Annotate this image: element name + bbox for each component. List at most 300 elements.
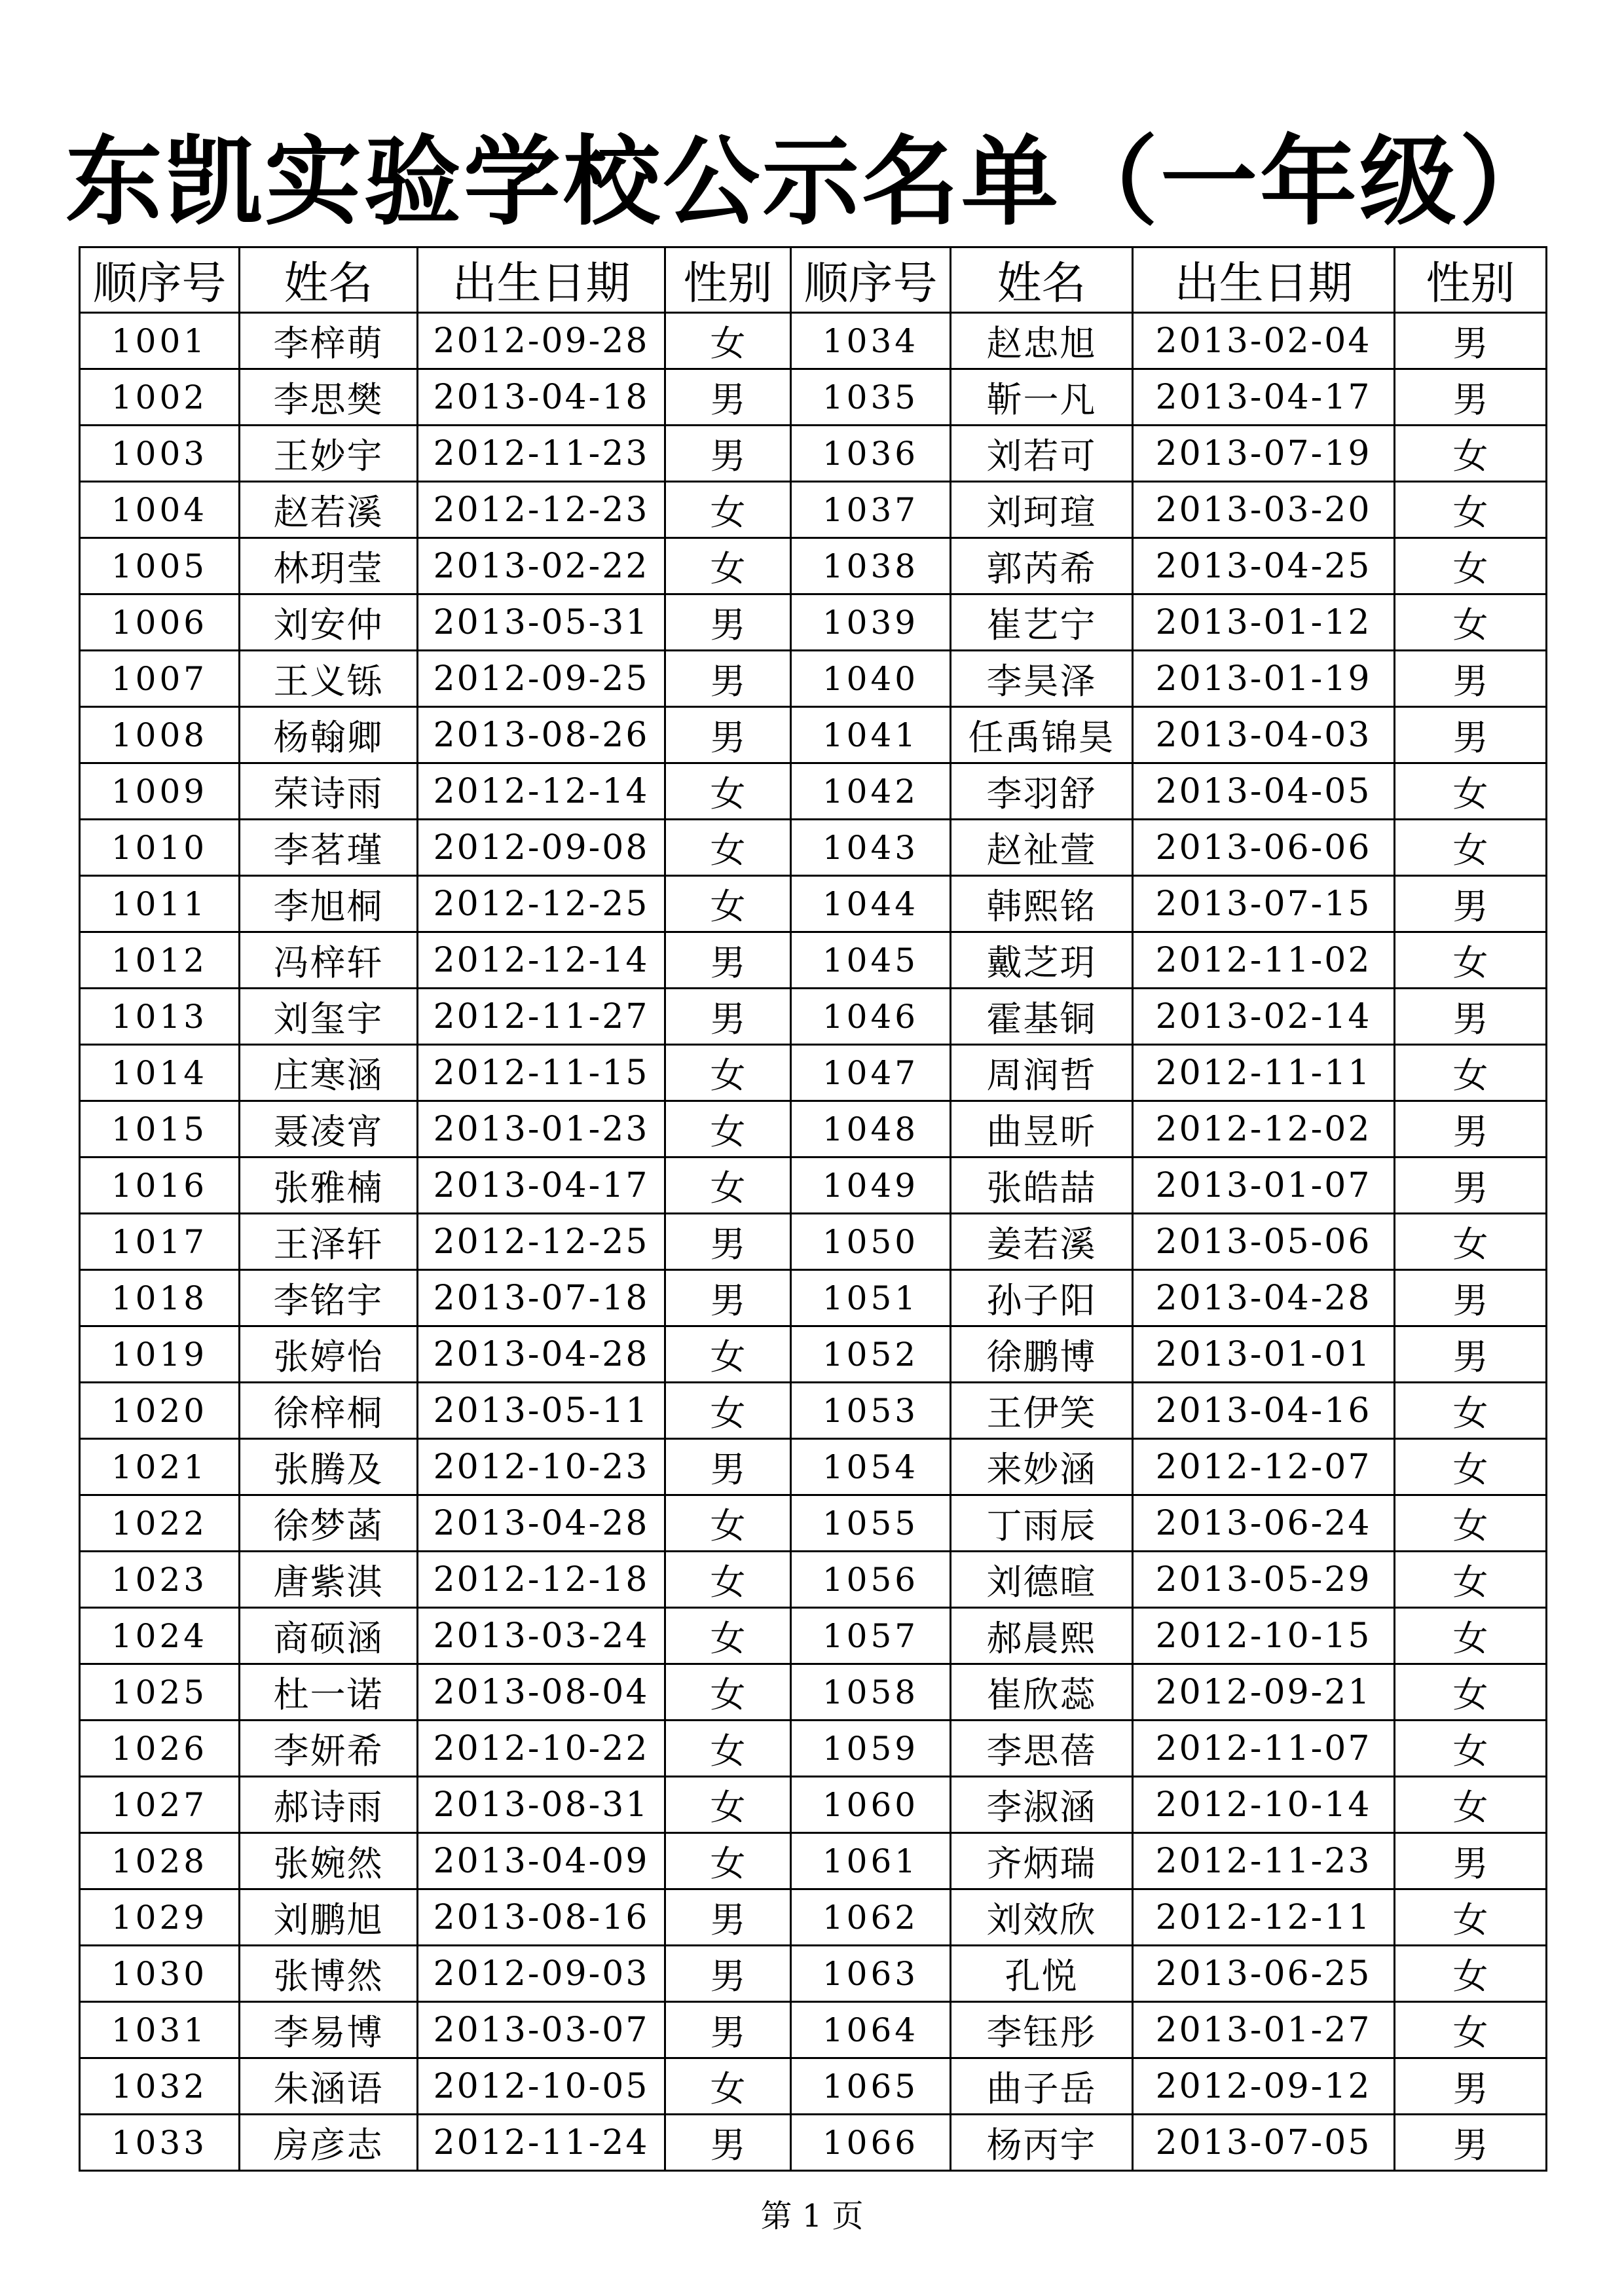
student-gender: 女 <box>665 1383 791 1439</box>
student-number: 1063 <box>791 1946 951 2002</box>
student-number: 1032 <box>80 2058 240 2115</box>
student-number: 1046 <box>791 989 951 1045</box>
student-name: 任禹锦昊 <box>951 707 1133 763</box>
student-name: 唐紫淇 <box>240 1552 418 1608</box>
student-gender: 女 <box>665 1721 791 1777</box>
student-gender: 男 <box>1395 707 1547 763</box>
student-birthdate: 2013-04-25 <box>1133 538 1395 594</box>
student-birthdate: 2012-09-21 <box>1133 1664 1395 1721</box>
student-name: 张博然 <box>240 1946 418 2002</box>
student-gender: 男 <box>665 369 791 426</box>
student-name: 李旭桐 <box>240 876 418 932</box>
student-name: 来妙涵 <box>951 1439 1133 1495</box>
student-number: 1031 <box>80 2002 240 2058</box>
student-number: 1056 <box>791 1552 951 1608</box>
student-name: 徐梓桐 <box>240 1383 418 1439</box>
header-birthdate: 出生日期 <box>418 247 665 313</box>
header-name: 姓名 <box>240 247 418 313</box>
student-birthdate: 2012-12-25 <box>418 876 665 932</box>
student-birthdate: 2012-12-14 <box>418 763 665 820</box>
student-birthdate: 2013-05-06 <box>1133 1214 1395 1270</box>
student-number: 1041 <box>791 707 951 763</box>
student-gender: 女 <box>1395 2002 1547 2058</box>
student-birthdate: 2012-09-12 <box>1133 2058 1395 2115</box>
student-gender: 女 <box>1395 426 1547 482</box>
student-name: 戴芝玥 <box>951 932 1133 989</box>
student-birthdate: 2012-10-05 <box>418 2058 665 2115</box>
student-gender: 女 <box>1395 1439 1547 1495</box>
student-name: 靳一凡 <box>951 369 1133 426</box>
student-birthdate: 2013-07-15 <box>1133 876 1395 932</box>
student-birthdate: 2013-04-16 <box>1133 1383 1395 1439</box>
student-birthdate: 2013-08-31 <box>418 1777 665 1833</box>
student-number: 1058 <box>791 1664 951 1721</box>
student-number: 1026 <box>80 1721 240 1777</box>
student-gender: 女 <box>665 1608 791 1664</box>
student-birthdate: 2013-04-17 <box>1133 369 1395 426</box>
table-row <box>80 426 1547 482</box>
student-birthdate: 2013-03-20 <box>1133 482 1395 538</box>
student-roster-table <box>79 246 1547 2172</box>
student-number: 1019 <box>80 1326 240 1383</box>
student-name: 刘鹏旭 <box>240 1889 418 1946</box>
student-birthdate: 2013-03-24 <box>418 1608 665 1664</box>
student-birthdate: 2012-10-23 <box>418 1439 665 1495</box>
table-row <box>80 1664 1547 1721</box>
student-gender: 女 <box>665 482 791 538</box>
student-gender: 男 <box>1395 989 1547 1045</box>
student-number: 1049 <box>791 1157 951 1214</box>
student-birthdate: 2013-05-31 <box>418 594 665 651</box>
student-name: 李茗瑾 <box>240 820 418 876</box>
student-number: 1064 <box>791 2002 951 2058</box>
student-birthdate: 2013-08-16 <box>418 1889 665 1946</box>
student-gender: 女 <box>665 1552 791 1608</box>
student-birthdate: 2013-04-28 <box>418 1326 665 1383</box>
student-gender: 女 <box>665 1664 791 1721</box>
student-number: 1005 <box>80 538 240 594</box>
student-name: 赵若溪 <box>240 482 418 538</box>
student-gender: 女 <box>665 538 791 594</box>
student-number: 1050 <box>791 1214 951 1270</box>
student-gender: 男 <box>665 1439 791 1495</box>
student-name: 徐梦菡 <box>240 1495 418 1552</box>
student-birthdate: 2012-12-02 <box>1133 1101 1395 1157</box>
student-name: 李铭宇 <box>240 1270 418 1326</box>
student-birthdate: 2012-10-15 <box>1133 1608 1395 1664</box>
student-birthdate: 2012-11-07 <box>1133 1721 1395 1777</box>
student-name: 张雅楠 <box>240 1157 418 1214</box>
student-birthdate: 2012-11-27 <box>418 989 665 1045</box>
student-birthdate: 2013-04-09 <box>418 1833 665 1889</box>
student-name: 刘效欣 <box>951 1889 1133 1946</box>
student-birthdate: 2013-07-05 <box>1133 2115 1395 2171</box>
student-number: 1051 <box>791 1270 951 1326</box>
table-row <box>80 1157 1547 1214</box>
student-name: 曲昱昕 <box>951 1101 1133 1157</box>
table-row <box>80 2002 1547 2058</box>
student-number: 1040 <box>791 651 951 707</box>
student-name: 张腾及 <box>240 1439 418 1495</box>
student-birthdate: 2012-12-23 <box>418 482 665 538</box>
table-row <box>80 1270 1547 1326</box>
student-birthdate: 2012-12-07 <box>1133 1439 1395 1495</box>
student-gender: 男 <box>1395 1101 1547 1157</box>
table-row <box>80 1383 1547 1439</box>
student-birthdate: 2013-06-25 <box>1133 1946 1395 2002</box>
student-name: 王妙宇 <box>240 426 418 482</box>
student-number: 1062 <box>791 1889 951 1946</box>
student-gender: 女 <box>665 1777 791 1833</box>
student-gender: 男 <box>665 2002 791 2058</box>
student-name: 林玥莹 <box>240 538 418 594</box>
student-gender: 男 <box>665 1214 791 1270</box>
student-gender: 女 <box>665 1157 791 1214</box>
table-row <box>80 1045 1547 1101</box>
student-name: 徐鹏博 <box>951 1326 1133 1383</box>
student-birthdate: 2013-05-11 <box>418 1383 665 1439</box>
student-gender: 女 <box>1395 482 1547 538</box>
student-name: 赵祉萱 <box>951 820 1133 876</box>
student-number: 1055 <box>791 1495 951 1552</box>
student-name: 张婉然 <box>240 1833 418 1889</box>
header-birthdate: 出生日期 <box>1133 247 1395 313</box>
student-name: 李昊泽 <box>951 651 1133 707</box>
table-row <box>80 1439 1547 1495</box>
student-birthdate: 2013-02-14 <box>1133 989 1395 1045</box>
student-gender: 男 <box>665 651 791 707</box>
student-number: 1039 <box>791 594 951 651</box>
student-gender: 女 <box>1395 820 1547 876</box>
student-birthdate: 2013-02-22 <box>418 538 665 594</box>
student-number: 1054 <box>791 1439 951 1495</box>
student-number: 1012 <box>80 932 240 989</box>
table-row <box>80 651 1547 707</box>
student-gender: 男 <box>665 594 791 651</box>
student-number: 1038 <box>791 538 951 594</box>
student-name: 孔悦 <box>951 1946 1133 2002</box>
student-number: 1047 <box>791 1045 951 1101</box>
student-number: 1018 <box>80 1270 240 1326</box>
header-gender: 性别 <box>1395 247 1547 313</box>
student-number: 1030 <box>80 1946 240 2002</box>
student-number: 1044 <box>791 876 951 932</box>
student-gender: 女 <box>1395 1608 1547 1664</box>
student-gender: 男 <box>1395 1157 1547 1214</box>
student-birthdate: 2012-11-23 <box>1133 1833 1395 1889</box>
student-birthdate: 2012-11-24 <box>418 2115 665 2171</box>
student-gender: 男 <box>1395 1270 1547 1326</box>
student-gender: 女 <box>665 2058 791 2115</box>
student-gender: 女 <box>665 1101 791 1157</box>
student-name: 霍基铜 <box>951 989 1133 1045</box>
student-number: 1008 <box>80 707 240 763</box>
student-name: 姜若溪 <box>951 1214 1133 1270</box>
student-number: 1057 <box>791 1608 951 1664</box>
student-gender: 女 <box>665 763 791 820</box>
student-birthdate: 2012-10-14 <box>1133 1777 1395 1833</box>
student-birthdate: 2012-12-25 <box>418 1214 665 1270</box>
student-birthdate: 2013-07-18 <box>418 1270 665 1326</box>
student-gender: 男 <box>1395 2058 1547 2115</box>
student-name: 王义铄 <box>240 651 418 707</box>
student-number: 1021 <box>80 1439 240 1495</box>
student-name: 崔欣蕊 <box>951 1664 1133 1721</box>
table-row <box>80 1946 1547 2002</box>
student-number: 1045 <box>791 932 951 989</box>
student-birthdate: 2013-04-05 <box>1133 763 1395 820</box>
student-name: 孙子阳 <box>951 1270 1133 1326</box>
student-number: 1006 <box>80 594 240 651</box>
student-name: 李梓萌 <box>240 313 418 369</box>
student-name: 商硕涵 <box>240 1608 418 1664</box>
student-number: 1023 <box>80 1552 240 1608</box>
student-number: 1003 <box>80 426 240 482</box>
student-number: 1016 <box>80 1157 240 1214</box>
student-birthdate: 2013-07-19 <box>1133 426 1395 482</box>
student-number: 1011 <box>80 876 240 932</box>
student-gender: 男 <box>1395 2115 1547 2171</box>
student-number: 1027 <box>80 1777 240 1833</box>
student-birthdate: 2012-11-02 <box>1133 932 1395 989</box>
student-number: 1033 <box>80 2115 240 2171</box>
student-name: 郝诗雨 <box>240 1777 418 1833</box>
student-number: 1052 <box>791 1326 951 1383</box>
student-gender: 女 <box>1395 1721 1547 1777</box>
student-gender: 女 <box>1395 1045 1547 1101</box>
student-number: 1061 <box>791 1833 951 1889</box>
student-birthdate: 2013-05-29 <box>1133 1552 1395 1608</box>
table-row <box>80 876 1547 932</box>
student-gender: 男 <box>1395 1326 1547 1383</box>
student-birthdate: 2012-09-28 <box>418 313 665 369</box>
student-birthdate: 2012-12-14 <box>418 932 665 989</box>
student-number: 1029 <box>80 1889 240 1946</box>
student-name: 崔艺宁 <box>951 594 1133 651</box>
table-row <box>80 1721 1547 1777</box>
header-number: 顺序号 <box>80 247 240 313</box>
student-birthdate: 2012-12-18 <box>418 1552 665 1608</box>
student-number: 1034 <box>791 313 951 369</box>
student-name: 韩熙铭 <box>951 876 1133 932</box>
student-number: 1004 <box>80 482 240 538</box>
student-number: 1001 <box>80 313 240 369</box>
student-gender: 男 <box>1395 1833 1547 1889</box>
student-birthdate: 2013-01-23 <box>418 1101 665 1157</box>
student-name: 李思樊 <box>240 369 418 426</box>
header-number: 顺序号 <box>791 247 951 313</box>
roster-body <box>80 313 1547 2171</box>
student-number: 1025 <box>80 1664 240 1721</box>
student-birthdate: 2013-06-06 <box>1133 820 1395 876</box>
table-row <box>80 820 1547 876</box>
student-gender: 女 <box>1395 1495 1547 1552</box>
student-name: 刘若可 <box>951 426 1133 482</box>
student-birthdate: 2012-11-15 <box>418 1045 665 1101</box>
table-row <box>80 313 1547 369</box>
header-row <box>80 247 1547 313</box>
student-gender: 女 <box>1395 1383 1547 1439</box>
student-birthdate: 2013-04-18 <box>418 369 665 426</box>
student-number: 1036 <box>791 426 951 482</box>
student-gender: 女 <box>665 1326 791 1383</box>
table-row <box>80 538 1547 594</box>
student-number: 1048 <box>791 1101 951 1157</box>
student-number: 1035 <box>791 369 951 426</box>
student-name: 李思蓓 <box>951 1721 1133 1777</box>
student-number: 1014 <box>80 1045 240 1101</box>
student-number: 1013 <box>80 989 240 1045</box>
student-name: 张婷怡 <box>240 1326 418 1383</box>
student-number: 1060 <box>791 1777 951 1833</box>
student-birthdate: 2013-04-28 <box>1133 1270 1395 1326</box>
student-name: 李妍希 <box>240 1721 418 1777</box>
table-row <box>80 1777 1547 1833</box>
table-row <box>80 1552 1547 1608</box>
student-birthdate: 2013-08-26 <box>418 707 665 763</box>
table-row <box>80 1326 1547 1383</box>
student-number: 1024 <box>80 1608 240 1664</box>
student-gender: 男 <box>665 2115 791 2171</box>
student-name: 李钰彤 <box>951 2002 1133 2058</box>
student-gender: 女 <box>665 1833 791 1889</box>
student-name: 郭芮希 <box>951 538 1133 594</box>
student-number: 1053 <box>791 1383 951 1439</box>
student-gender: 男 <box>1395 369 1547 426</box>
student-gender: 女 <box>665 876 791 932</box>
student-birthdate: 2013-01-27 <box>1133 2002 1395 2058</box>
student-name: 张皓喆 <box>951 1157 1133 1214</box>
student-name: 刘德暄 <box>951 1552 1133 1608</box>
student-name: 庄寒涵 <box>240 1045 418 1101</box>
student-gender: 女 <box>665 820 791 876</box>
table-row <box>80 1608 1547 1664</box>
table-row <box>80 594 1547 651</box>
student-gender: 女 <box>1395 1889 1547 1946</box>
student-name: 朱涵语 <box>240 2058 418 2115</box>
student-gender: 女 <box>665 1495 791 1552</box>
student-birthdate: 2012-09-25 <box>418 651 665 707</box>
student-gender: 男 <box>665 707 791 763</box>
student-gender: 女 <box>665 313 791 369</box>
student-gender: 女 <box>1395 538 1547 594</box>
student-gender: 男 <box>665 1270 791 1326</box>
student-gender: 女 <box>1395 1777 1547 1833</box>
table-row <box>80 482 1547 538</box>
student-number: 1066 <box>791 2115 951 2171</box>
student-birthdate: 2013-02-04 <box>1133 313 1395 369</box>
student-gender: 女 <box>1395 1664 1547 1721</box>
student-birthdate: 2013-04-03 <box>1133 707 1395 763</box>
student-gender: 女 <box>1395 1946 1547 2002</box>
student-birthdate: 2012-10-22 <box>418 1721 665 1777</box>
student-gender: 男 <box>665 426 791 482</box>
student-birthdate: 2012-11-23 <box>418 426 665 482</box>
student-birthdate: 2013-01-07 <box>1133 1157 1395 1214</box>
student-birthdate: 2013-04-17 <box>418 1157 665 1214</box>
student-number: 1028 <box>80 1833 240 1889</box>
student-name: 冯梓轩 <box>240 932 418 989</box>
student-name: 聂凌宵 <box>240 1101 418 1157</box>
student-gender: 女 <box>1395 932 1547 989</box>
student-name: 杨丙宇 <box>951 2115 1133 2171</box>
student-name: 房彦志 <box>240 2115 418 2171</box>
student-name: 李淑涵 <box>951 1777 1133 1833</box>
student-name: 王泽轩 <box>240 1214 418 1270</box>
student-birthdate: 2012-09-08 <box>418 820 665 876</box>
student-birthdate: 2012-12-11 <box>1133 1889 1395 1946</box>
student-name: 杨翰卿 <box>240 707 418 763</box>
student-gender: 女 <box>1395 763 1547 820</box>
student-number: 1042 <box>791 763 951 820</box>
student-number: 1007 <box>80 651 240 707</box>
student-name: 刘安仲 <box>240 594 418 651</box>
student-gender: 男 <box>665 932 791 989</box>
student-birthdate: 2013-04-28 <box>418 1495 665 1552</box>
student-gender: 男 <box>665 1946 791 2002</box>
student-number: 1017 <box>80 1214 240 1270</box>
student-gender: 女 <box>1395 594 1547 651</box>
table-row <box>80 369 1547 426</box>
student-name: 曲子岳 <box>951 2058 1133 2115</box>
student-name: 李易博 <box>240 2002 418 2058</box>
student-number: 1009 <box>80 763 240 820</box>
student-birthdate: 2012-11-11 <box>1133 1045 1395 1101</box>
student-number: 1043 <box>791 820 951 876</box>
page-title: 东凯实验学校公示名单（一年级） <box>65 124 1559 238</box>
table-row <box>80 2058 1547 2115</box>
student-gender: 女 <box>1395 1552 1547 1608</box>
student-name: 刘玺宇 <box>240 989 418 1045</box>
student-name: 丁雨辰 <box>951 1495 1133 1552</box>
student-number: 1010 <box>80 820 240 876</box>
student-number: 1020 <box>80 1383 240 1439</box>
student-gender: 男 <box>1395 313 1547 369</box>
table-row <box>80 1833 1547 1889</box>
header-name: 姓名 <box>951 247 1133 313</box>
table-row <box>80 1495 1547 1552</box>
student-birthdate: 2013-06-24 <box>1133 1495 1395 1552</box>
student-gender: 男 <box>1395 876 1547 932</box>
student-gender: 男 <box>1395 651 1547 707</box>
student-name: 荣诗雨 <box>240 763 418 820</box>
table-row <box>80 2115 1547 2171</box>
student-gender: 女 <box>665 1045 791 1101</box>
student-birthdate: 2013-08-04 <box>418 1664 665 1721</box>
table-row <box>80 763 1547 820</box>
student-name: 李羽舒 <box>951 763 1133 820</box>
student-name: 齐炳瑞 <box>951 1833 1133 1889</box>
student-gender: 女 <box>1395 1214 1547 1270</box>
page-number: 第 1 页 <box>760 2198 864 2234</box>
student-number: 1002 <box>80 369 240 426</box>
student-name: 杜一诺 <box>240 1664 418 1721</box>
student-name: 赵忠旭 <box>951 313 1133 369</box>
student-name: 王伊笑 <box>951 1383 1133 1439</box>
student-number: 1015 <box>80 1101 240 1157</box>
student-name: 郝晨熙 <box>951 1608 1133 1664</box>
table-row <box>80 932 1547 989</box>
student-number: 1022 <box>80 1495 240 1552</box>
table-row <box>80 989 1547 1045</box>
student-birthdate: 2013-01-01 <box>1133 1326 1395 1383</box>
table-row <box>80 1889 1547 1946</box>
student-number: 1059 <box>791 1721 951 1777</box>
student-birthdate: 2012-09-03 <box>418 1946 665 2002</box>
student-name: 刘珂瑄 <box>951 482 1133 538</box>
student-gender: 男 <box>665 989 791 1045</box>
student-birthdate: 2013-03-07 <box>418 2002 665 2058</box>
